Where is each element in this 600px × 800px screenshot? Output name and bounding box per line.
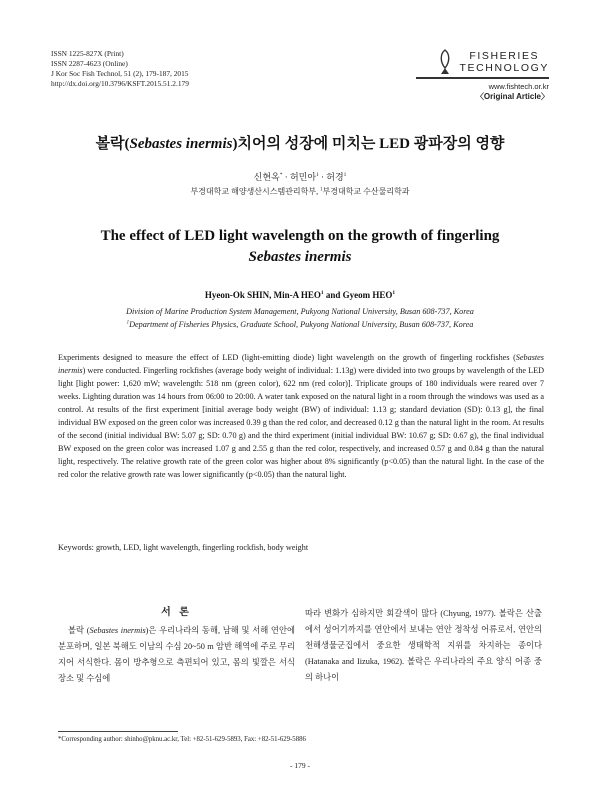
english-affiliation-2: $^1$Department of Fisheries Physics, Graduate School, Pukyong National University, Busan 608-737, Korea bbox=[126, 320, 474, 329]
intro-left-column bbox=[58, 606, 295, 687]
fish-logo-icon bbox=[437, 49, 453, 75]
english-title bbox=[0, 226, 600, 268]
doi-link[interactable]: http://dx.doi.org/10.3796/KSFT.2015.51.2.179 bbox=[51, 79, 189, 88]
korean-title: 볼락(Sebastes inermis)치어의 성장에 미치는 LED 광파장의 영향 bbox=[95, 136, 505, 152]
journal-meta bbox=[51, 49, 189, 89]
english-affiliation-1: Division of Marine Production System Management, Pukyong National University, Busan 608-737, Korea bbox=[126, 307, 474, 316]
english-title-line2: Sebastes inermis bbox=[248, 249, 352, 265]
intro-paragraph-left: 볼락 (Sebastes inermis)은 우리나라의 동해, 남해 및 서해 연안에 분포하며, 일본 북해도 이남의 수심 20~50 m 암반 해역에 주로 무리지어 서식한다. 몸이 방추형으로 측편되어 있고, 몸의 빛깔은 서식 장소 및 수심에 bbox=[58, 626, 295, 683]
page-number: - 179 - bbox=[290, 761, 310, 770]
issn-print: ISSN 1225-827X (Print) bbox=[51, 49, 124, 58]
issn-online: ISSN 2287-4623 (Online) bbox=[51, 59, 128, 68]
logo-fisheries: FISHERIES bbox=[469, 50, 540, 62]
journal-logo bbox=[404, 49, 549, 102]
intro-right-column bbox=[305, 606, 542, 686]
intro-paragraph-right: 따라 변화가 심하지만 회갈색이 많다 (Chyung, 1977). 볼락은 산출에서 성어기까지를 연안에서 보내는 연안 정착성 어류로서, 연안의 천해생물군집에서 중요한 생태학적 지위를 차지하는 종이다 (Hatanaka and Iizuka, 1962). 볼락은 우리나라의 주요 양식 어종 중의 하나이 bbox=[305, 609, 542, 682]
intro-heading: 서 론 bbox=[161, 607, 192, 618]
korean-authors: 신현옥* · 허민아$^1$ · 허경$^1$ bbox=[253, 172, 347, 182]
english-authors: Hyeon-Ok SHIN, Min-A HEO$^1$ and Gyeom HEO$^1$ bbox=[204, 290, 396, 300]
korean-title-species: Sebastes inermis bbox=[129, 136, 233, 152]
abstract-species: Sebastes inermis bbox=[58, 353, 544, 376]
footnote-divider bbox=[58, 731, 178, 732]
keywords: Keywords: growth, LED, light wavelength, fingerling rockfish, body weight bbox=[58, 543, 309, 552]
logo-technology: TECHNOLOGY bbox=[459, 62, 549, 74]
english-title-line1: The effect of LED light wavelength on the growth of fingerling bbox=[100, 228, 500, 244]
journal-url[interactable]: www.fishtech.or.kr bbox=[488, 81, 549, 91]
abstract: Experiments designed to measure the effect of LED (light-emitting diode) light wavelength on the growth of fingerling rockfishes (Sebastes inermis) were conducted. Fingerling rockfishes (average body weight of individual: 1.13g) were divided into two groups by wavelength of the LED light [light power: 1,620 mW; wavelength: 518 nm (green color), 622 nm (red color)]. Triplicate groups of 180 individuals were reared over 7 weeks. Lighting duration was 14 hours from 06:00 to 20:00. A water tank exposed on the natural light in a room through the windows was used as a control. At results of the first experiment [initial average body weight (BW) of individual: 1.13 g; standard deviation (SD): 0.13 g], the final individual BW exposed on the green color was increased 0.39 g than the red color, and decreased 0.12 g than the natural light in the room. At results of the second (initial individual BW: 5.07 g; SD: 0.70 g) and the third experiment (initial individual BW: 10.67 g; SD: 0.67 g), the final individual BW exposed on the green color was increased 1.07 g and 2.55 g than the red color, respectively, and increased 0.57 g and 0.84 g than the natural light, respectively. The relative growth rate of the green color was higher about 8% significantly (p<0.05) than the natural light. In the case of the red color the relative growth rate was lower significantly (p<0.05) than the natural light. bbox=[58, 353, 544, 480]
logo-divider bbox=[416, 77, 549, 79]
citation: J Kor Soc Fish Technol, 51 (2), 179-187, 2015 bbox=[51, 69, 189, 78]
article-type: 〈Original Article〉 bbox=[475, 91, 549, 101]
korean-affiliation: 부경대학교 해양생산시스템관리학부, $^1$부경대학교 수산물리학과 bbox=[190, 187, 410, 196]
corresponding-author-footnote: *Corresponding author: shinho@pknu.ac.kr, Tel: +82-51-629-5893, Fax: +82-51-629-5886 bbox=[58, 736, 306, 743]
